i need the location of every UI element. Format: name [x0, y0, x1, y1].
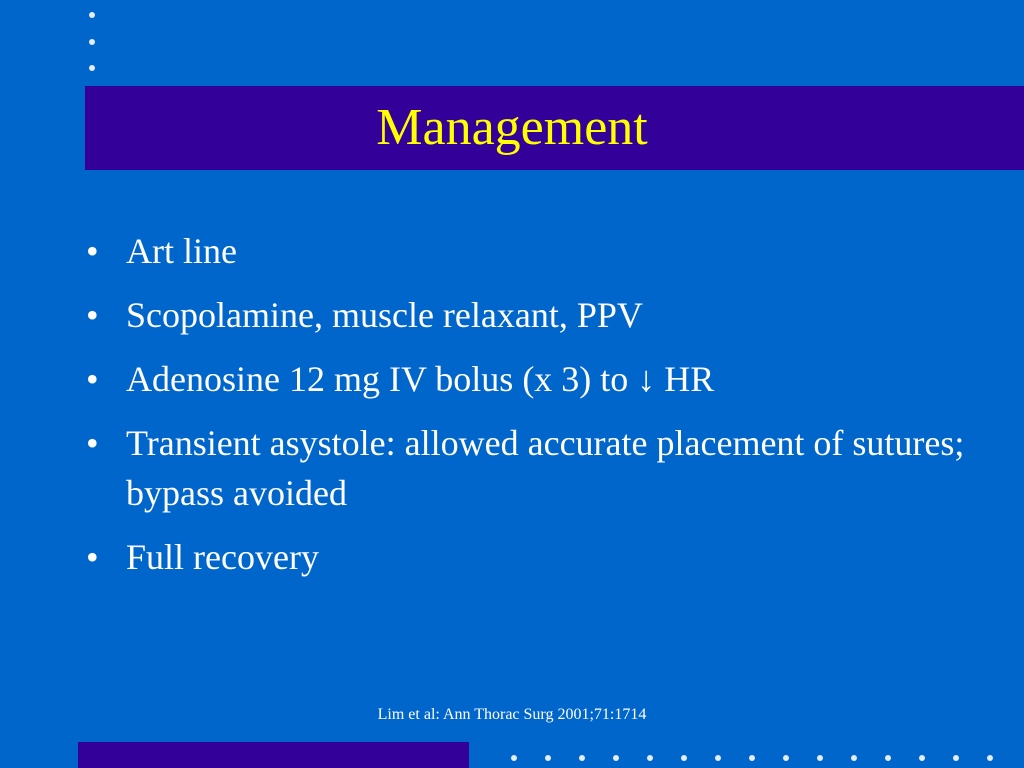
- bullet-marker: •: [86, 537, 99, 577]
- dot-icon: [783, 755, 789, 761]
- dot-icon: [511, 755, 517, 761]
- bullet-item: [86, 290, 966, 340]
- dot-icon: [89, 65, 95, 71]
- bullet-text: Transient asystole: allowed accurate placement of sutures; bypass avoided: [126, 423, 965, 513]
- dot-icon: [885, 755, 891, 761]
- bullet-item: [86, 532, 966, 582]
- bullet-marker: •: [86, 423, 99, 463]
- dot-icon: [545, 755, 551, 761]
- dot-icon: [749, 755, 755, 761]
- dot-icon: [647, 755, 653, 761]
- bullet-text: Adenosine 12 mg IV bolus (x 3) to ↓ HR: [126, 359, 715, 399]
- dot-icon: [681, 755, 687, 761]
- bullet-list: [86, 226, 966, 596]
- bullet-item: [86, 354, 966, 404]
- slide-title: Management: [376, 99, 648, 156]
- bullet-marker: •: [86, 295, 99, 335]
- title-band: [85, 86, 1024, 170]
- bullet-item: [86, 226, 966, 276]
- dot-icon: [715, 755, 721, 761]
- dot-icon: [953, 755, 959, 761]
- dot-icon: [817, 755, 823, 761]
- decorative-dots-bottom: [0, 755, 1024, 763]
- bullet-item: [86, 418, 966, 518]
- dot-icon: [987, 755, 993, 761]
- dot-icon: [89, 39, 95, 45]
- dot-icon: [851, 755, 857, 761]
- bullet-text: Art line: [126, 231, 237, 271]
- dot-icon: [579, 755, 585, 761]
- bullet-text: Full recovery: [126, 537, 319, 577]
- dot-icon: [919, 755, 925, 761]
- dot-icon: [613, 755, 619, 761]
- dot-icon: [89, 12, 95, 18]
- bullet-marker: •: [86, 231, 99, 271]
- bullet-marker: •: [86, 359, 99, 399]
- citation: Lim et al: Ann Thorac Surg 2001;71:1714: [377, 706, 647, 723]
- bullet-text: Scopolamine, muscle relaxant, PPV: [126, 295, 643, 335]
